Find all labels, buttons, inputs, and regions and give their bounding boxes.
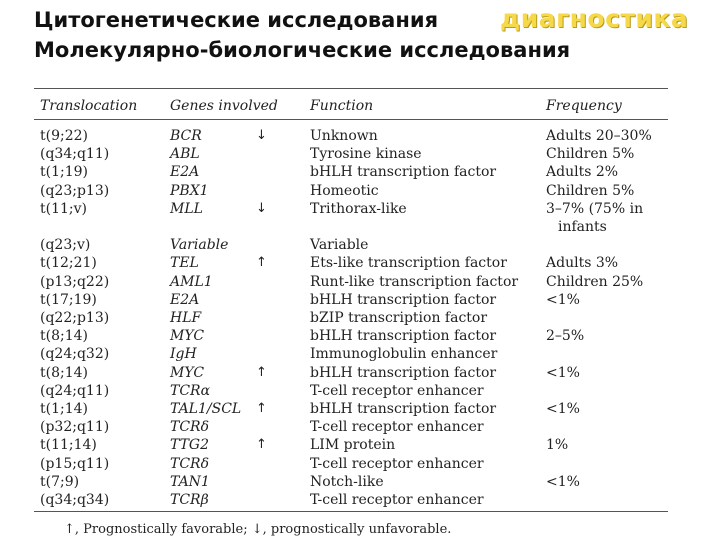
- cell-gene: TAN1: [170, 473, 210, 490]
- cell-translocation: (q34;q34): [40, 492, 110, 508]
- cell-gene: TCRβ: [170, 492, 209, 508]
- prognosis-arrow-icon: ↓: [256, 128, 267, 143]
- cell-function: T-cell receptor enhancer: [310, 419, 484, 436]
- cell-translocation: t(17;19): [40, 291, 97, 308]
- cell-gene: BCR: [170, 128, 202, 144]
- cell-frequency: Children 25%: [546, 273, 644, 290]
- cell-translocation: (q22;p13): [40, 310, 110, 326]
- cell-translocation: t(8;14): [40, 328, 88, 345]
- cell-function: T-cell receptor enhancer: [310, 492, 484, 508]
- title-line-2: Молекулярно-биологические исследования: [34, 38, 571, 62]
- header-translocation: Translocation: [40, 98, 138, 114]
- cell-frequency: 2–5%: [546, 328, 585, 345]
- cell-translocation: (q23;p13): [40, 182, 110, 199]
- cell-function: Trithorax-like: [310, 200, 407, 217]
- cell-gene: ABL: [170, 146, 200, 163]
- table-top-rule: [34, 88, 668, 89]
- cell-function: Ets-like transcription factor: [310, 255, 507, 272]
- cell-frequency: <1%: [546, 364, 580, 381]
- cell-frequency: Adults 3%: [546, 255, 619, 272]
- cell-translocation: (p32;q11): [40, 419, 110, 436]
- cell-gene: E2A: [170, 291, 200, 308]
- table-footnote: ↑, Prognostically favorable; ↓, prognostically unfavorable.: [64, 522, 452, 537]
- cell-translocation: t(7;9): [40, 473, 80, 490]
- cell-gene: MLL: [170, 200, 203, 217]
- cell-frequency: Adults 20–30%: [546, 128, 652, 144]
- prognosis-arrow-icon: ↑: [256, 401, 267, 416]
- cell-gene: HLF: [170, 310, 202, 326]
- header-function: Function: [310, 98, 374, 114]
- cell-function: bHLH transcription factor: [310, 291, 497, 308]
- cell-frequency: Children 5%: [546, 182, 635, 199]
- cell-translocation: t(1;14): [40, 401, 88, 417]
- cell-gene: Variable: [170, 237, 229, 254]
- cell-frequency: Adults 2%: [546, 164, 619, 181]
- cell-translocation: t(9;22): [40, 128, 88, 144]
- cell-function: Unknown: [310, 128, 378, 144]
- cell-gene: TCRα: [170, 382, 211, 399]
- header-frequency: Frequency: [546, 98, 622, 114]
- cell-translocation: (q23;v): [40, 237, 91, 254]
- cell-function: bHLH transcription factor: [310, 364, 497, 381]
- cell-function: bHLH transcription factor: [310, 164, 497, 181]
- header-genes: Genes involved: [170, 98, 278, 114]
- cell-translocation: (q24;q11): [40, 382, 110, 399]
- cell-function: LIM protein: [310, 437, 396, 454]
- cell-frequency: infants: [558, 219, 607, 235]
- title-accent: диагностика: [500, 4, 689, 33]
- cell-gene: TCRδ: [170, 419, 210, 436]
- cell-translocation: (q24;q32): [40, 346, 110, 363]
- cell-function: Tyrosine kinase: [310, 146, 422, 163]
- cell-function: Runt-like transcription factor: [310, 273, 519, 290]
- prognosis-arrow-icon: ↑: [256, 364, 267, 380]
- cell-gene: TEL: [170, 255, 199, 272]
- cell-translocation: (p15;q11): [40, 455, 110, 472]
- cell-gene: IgH: [170, 346, 197, 363]
- title-line-1: Цитогенетические исследования: [34, 8, 439, 32]
- cell-frequency: <1%: [546, 473, 580, 490]
- cell-function: bZIP transcription factor: [310, 310, 488, 326]
- cell-translocation: (p13;q22): [40, 273, 110, 290]
- cell-gene: TCRδ: [170, 455, 210, 472]
- cell-function: Variable: [310, 237, 369, 254]
- prognosis-arrow-icon: ↑: [256, 437, 267, 453]
- cell-translocation: (q34;q11): [40, 146, 110, 163]
- cell-function: Immunoglobulin enhancer: [310, 346, 498, 363]
- table-bottom-rule: [34, 511, 668, 512]
- cell-gene: TTG2: [170, 437, 210, 454]
- cell-translocation: t(8;14): [40, 364, 88, 381]
- cell-frequency: Children 5%: [546, 146, 635, 163]
- cell-translocation: t(12;21): [40, 255, 97, 272]
- prognosis-arrow-icon: ↑: [256, 255, 267, 271]
- cell-translocation: t(1;19): [40, 164, 88, 181]
- cell-function: T-cell receptor enhancer: [310, 455, 484, 472]
- cell-gene: MYC: [170, 364, 205, 381]
- cell-function: bHLH transcription factor: [310, 401, 497, 417]
- cell-frequency: 3–7% (75% in: [546, 200, 644, 217]
- cell-gene: MYC: [170, 328, 205, 345]
- cell-frequency: <1%: [546, 291, 580, 308]
- cell-function: T-cell receptor enhancer: [310, 382, 484, 399]
- cell-function: Notch-like: [310, 473, 384, 490]
- cell-gene: TAL1/SCL: [170, 401, 242, 417]
- cell-frequency: 1%: [546, 437, 569, 454]
- cell-gene: AML1: [170, 273, 213, 290]
- cell-translocation: t(11;14): [40, 437, 97, 454]
- cell-frequency: <1%: [546, 401, 580, 417]
- cell-gene: PBX1: [170, 182, 209, 199]
- cell-function: Homeotic: [310, 182, 379, 199]
- table-header-rule: [34, 119, 668, 120]
- cell-translocation: t(11;v): [40, 200, 87, 217]
- cell-function: bHLH transcription factor: [310, 328, 497, 345]
- cell-gene: E2A: [170, 164, 200, 181]
- prognosis-arrow-icon: ↓: [256, 200, 267, 216]
